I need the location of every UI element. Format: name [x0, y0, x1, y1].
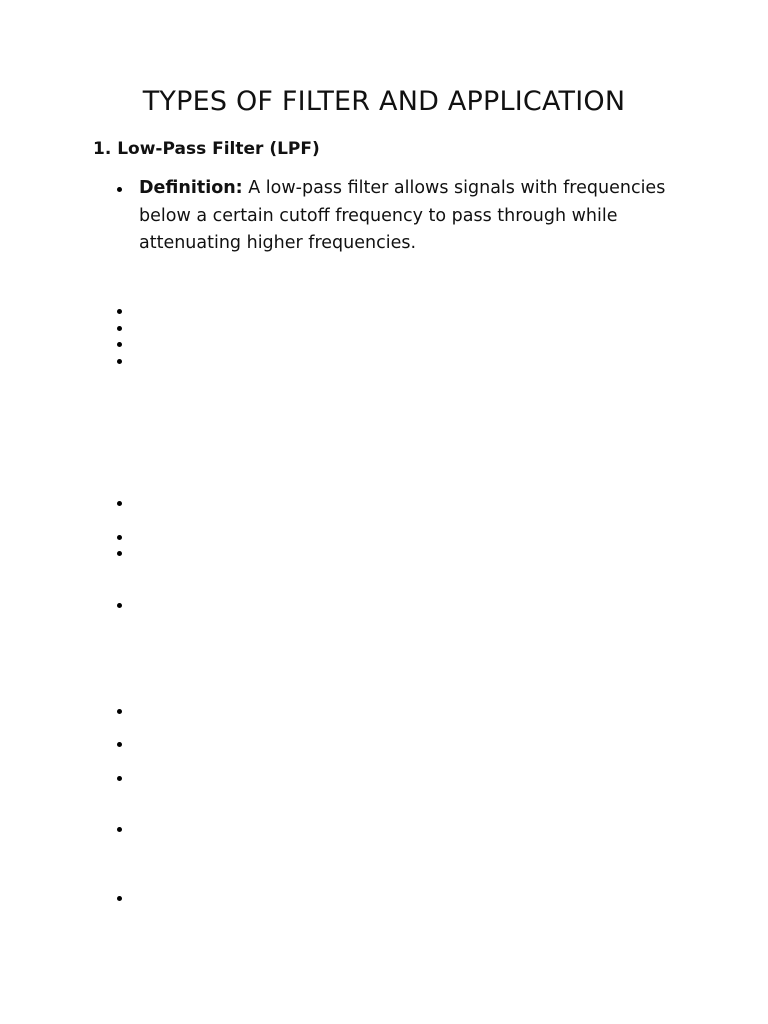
empty-bullet	[117, 603, 122, 608]
empty-bullet	[117, 326, 122, 331]
empty-bullet	[117, 742, 122, 747]
empty-bullet	[117, 776, 122, 781]
section-heading-low-pass-filter: 1. Low-Pass Filter (LPF)	[93, 139, 320, 159]
definition-bullet	[117, 187, 122, 192]
empty-bullet	[117, 709, 122, 714]
definition-list-item	[139, 175, 699, 258]
empty-bullet	[117, 551, 122, 556]
empty-bullet	[117, 359, 122, 364]
empty-bullet	[117, 309, 122, 314]
definition-term: Definition:	[139, 178, 243, 198]
empty-bullet	[117, 501, 122, 506]
empty-bullet	[117, 896, 122, 901]
empty-bullet	[117, 827, 122, 832]
document-title: TYPES OF FILTER AND APPLICATION	[142, 86, 626, 117]
empty-bullet	[117, 535, 122, 540]
empty-bullet	[117, 342, 122, 347]
definition-text: A low-pass filter allows signals with frequencies below a certain cutoff frequency to pass through while attenuating higher frequencies.	[139, 178, 666, 253]
